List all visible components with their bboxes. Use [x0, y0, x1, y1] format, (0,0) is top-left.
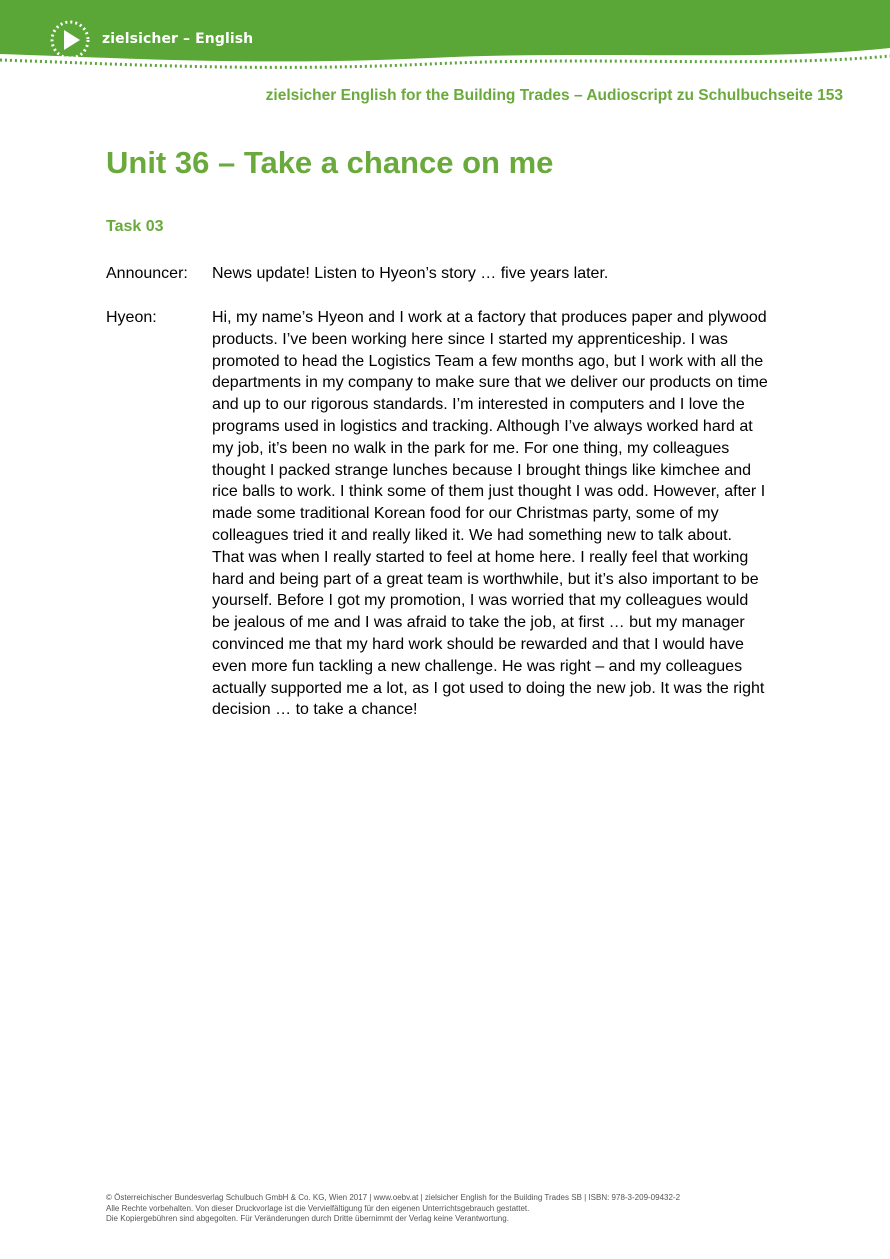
speech-line: be jealous of me and I was afraid to take the job, at first … but my manager: [212, 614, 745, 632]
speech-line: thought I packed strange lunches because I brought things like kimchee and: [212, 461, 752, 479]
speech-line: That was when I really started to feel at home here. I really feel that working: [212, 548, 749, 566]
speech-line: departments in my company to make sure that we deliver our products on time: [212, 374, 768, 392]
speech-line: even more fun tackling a new challenge. He was right – and my colleagues: [212, 657, 743, 675]
speech-line: decision … to take a chance!: [212, 701, 418, 719]
header-banner: [0, 0, 890, 80]
footer-line: Alle Rechte vorbehalten. Von dieser Druckvorlage ist die Vervielfältigung für den eigenen Unterrichtsgebrauch gestattet.: [106, 1203, 530, 1213]
speech-line: programs used in logistics and tracking. Although I’ve always worked hard at: [212, 417, 753, 435]
copyright-footer: [106, 1193, 680, 1225]
speech-line: and up to our rigorous standards. I’m interested in computers and I love the: [212, 396, 745, 414]
speech-line: products. I’ve been working here since I started my apprenticeship. I was: [212, 330, 728, 348]
speaker-label: Announcer:: [106, 265, 188, 282]
speech-line: made some traditional Korean food for our Christmas party, some of my: [212, 505, 719, 523]
speaker-label: Hyeon:: [106, 309, 157, 326]
speech-line: rice balls to work. I think some of them just thought I was odd. However, after I: [212, 483, 766, 501]
speech-text: [212, 307, 796, 721]
footer-line: Die Kopiergebühren sind abgegolten. Für Veränderungen durch Dritte übernimmt der Verlag keine Verantwortung.: [106, 1214, 509, 1223]
speech-line: Hi, my name’s Hyeon and I work at a factory that produces paper and plywood: [212, 309, 767, 326]
document-header: zielsicher English for the Building Trades – Audioscript zu Schulbuchseite 153: [265, 87, 843, 104]
speech-line: yourself. Before I got my promotion, I was worried that my colleagues would: [212, 592, 749, 610]
speech-line: convinced me that my hard work should be rewarded and that I would have: [212, 635, 744, 653]
speech-line: promoted to head the Logistics Team a few months ago, but I work with all the: [212, 352, 764, 370]
footer-line: © Österreichischer Bundesverlag Schulbuch GmbH & Co. KG, Wien 2017 | www.oebv.at | zielsicher English for the Building Trades SB | ISBN: 978-3-209-09432-2: [106, 1193, 681, 1202]
unit-title: Unit 36 – Take a chance on me: [106, 145, 554, 180]
brand-logo-text: zielsicher – English: [102, 31, 254, 47]
speech-line: colleagues tried it and really liked it. We had something new to talk about.: [212, 526, 732, 544]
speech-line: actually supported me a lot, as I got used to doing the new job. It was the right: [212, 679, 765, 697]
speech-text: News update! Listen to Hyeon’s story … five years later.: [212, 265, 609, 282]
speech-line: my job, it’s been no walk in the park for me. For one thing, my colleagues: [212, 439, 730, 457]
task-label: Task 03: [106, 218, 164, 235]
speech-line: hard and being part of a great team is worthwhile, but it’s also important to be: [212, 570, 759, 588]
